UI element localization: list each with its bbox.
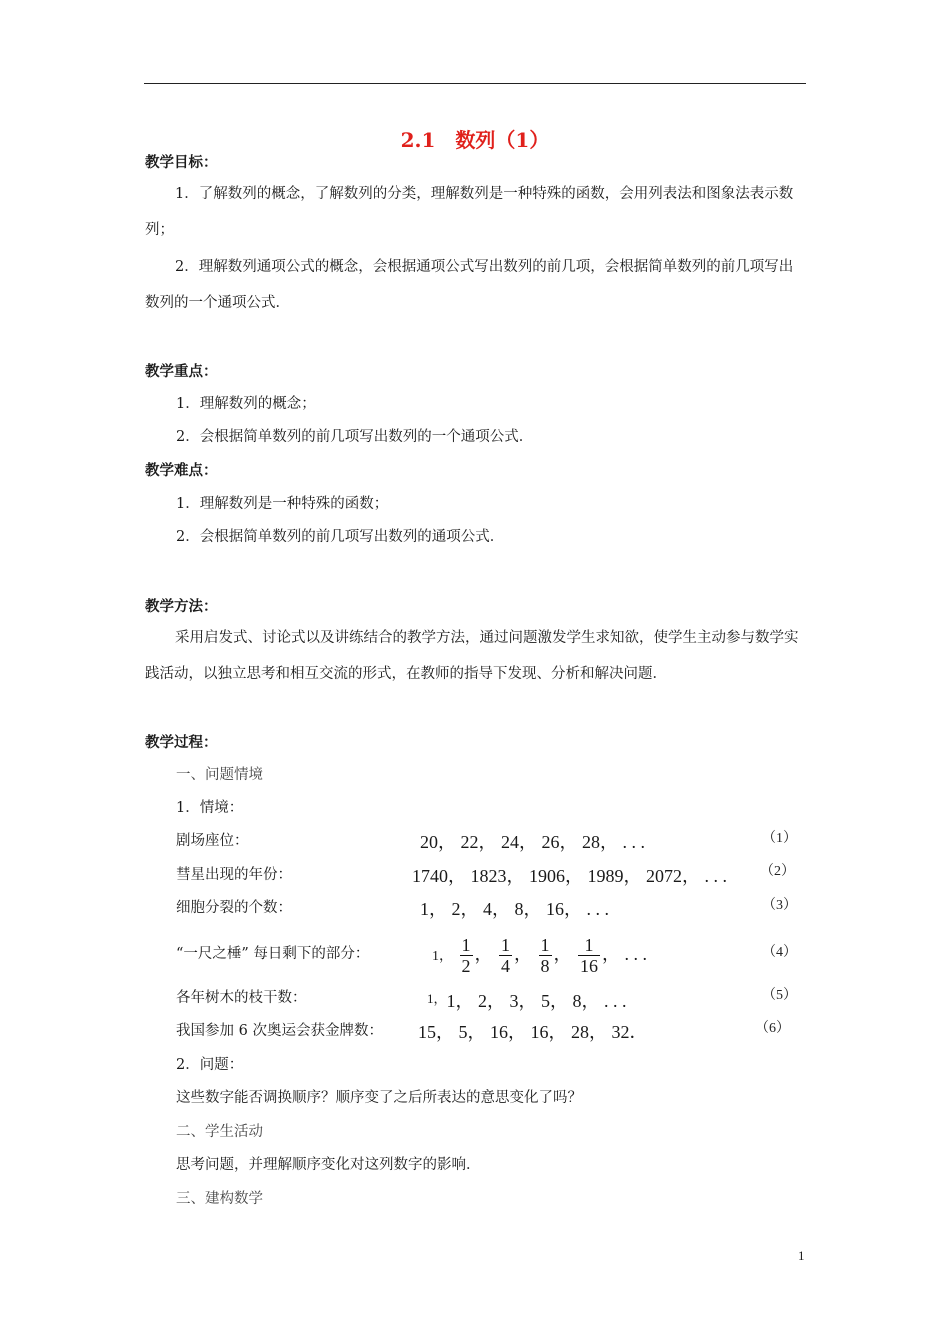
row-1-number: （1） [762,831,797,846]
fraction-quarter: $\frac{1}{4}$ [501,935,510,977]
goals-item-1: 1．了解数列的概念，了解数列的分类，理解数列是一种特殊的函数，会用列表法和图象法表示数列； [145,186,794,238]
section-3-heading: 三、建构数学 [176,1191,263,1207]
header-rule [144,83,806,84]
difficult-item-2: 2．会根据简单数列的前几项写出数列的通项公式． [176,529,505,545]
section-2-heading: 二、学生活动 [176,1124,263,1140]
section-1-2-heading: 2．问题： [176,1057,244,1073]
difficult-heading: 教学难点： [145,462,218,479]
page-title: 2.1 数列（1） [400,128,550,152]
difficult-item-1: 1．理解数列是一种特殊的函数； [176,496,389,512]
row-4-number: （4） [762,945,797,960]
row-4-sequence: 1， $\frac{1}{2}$ ， $\frac{1}{4}$ ， $\frac{1}{8}$ ， $\frac{1}{16}$ ， . . . [432,935,647,977]
row-2-label: 彗星出现的年份： [176,867,292,883]
row-1-label: 剧场座位： [176,833,249,849]
row-5-sequence: $^{1,}$1， 2， 3， 5， 8， . . . [427,991,627,1011]
fraction-sixteenth: $\frac{1}{16}$ [580,935,598,977]
row-6-number: （6） [755,1021,790,1036]
section-1-1-heading: 1．情境： [176,800,244,816]
section-2-text: 思考问题，并理解顺序变化对这列数字的影响． [176,1157,481,1173]
section-1-heading: 一、问题情境 [176,767,263,783]
goals-item-2: 2．理解数列通项公式的概念，会根据通项公式写出数列的前几项，会根据简单数列的前几项写出数列的一个通项公式． [145,259,794,311]
method-heading: 教学方法： [145,598,218,615]
row-4-tail: ， . . . [602,944,647,964]
fraction-half: $\frac{1}{2}$ [461,935,471,977]
row-3-label: 细胞分裂的个数： [176,900,292,916]
row-4-lead: 1， [432,949,453,964]
row-6-label: 我国参加 6 次奥运会获金牌数： [176,1023,383,1039]
row-2-sequence: 1740， 1823， 1906， 1989， 2072， . . . [412,866,727,886]
goals-heading: 教学目标： [145,154,218,171]
row-4-label: “一尺之棰” 每日剩下的部分： [176,946,370,962]
row-6-sequence: 15， 5， 16， 16， 28， 32． [418,1022,648,1042]
key-heading: 教学重点： [145,363,218,380]
row-5-label: 各年树木的枝干数： [176,990,307,1006]
page-number: 1 [798,1248,805,1263]
fraction-eighth: $\frac{1}{8}$ [540,935,550,977]
row-1-sequence: 20， 22， 24， 26， 28， . . . [420,832,645,852]
row-5-number: （5） [762,988,797,1003]
row-3-sequence: 1， 2， 4， 8， 16， . . . [420,899,609,919]
row-3-number: （3） [762,898,797,913]
question-text: 这些数字能否调换顺序？顺序变了之后所表达的意思变化了吗？ [176,1090,582,1106]
key-item-1: 1．理解数列的概念； [176,396,316,412]
row-2-number: （2） [760,864,795,879]
method-text: 采用启发式、讨论式以及讲练结合的教学方法，通过问题激发学生求知欲，使学生主动参与数学实践活动，以独立思考和相互交流的形式，在教师的指导下发现、分析和解决问题． [145,630,799,682]
process-heading: 教学过程： [145,734,218,751]
key-item-2: 2．会根据简单数列的前几项写出数列的一个通项公式． [176,429,534,445]
